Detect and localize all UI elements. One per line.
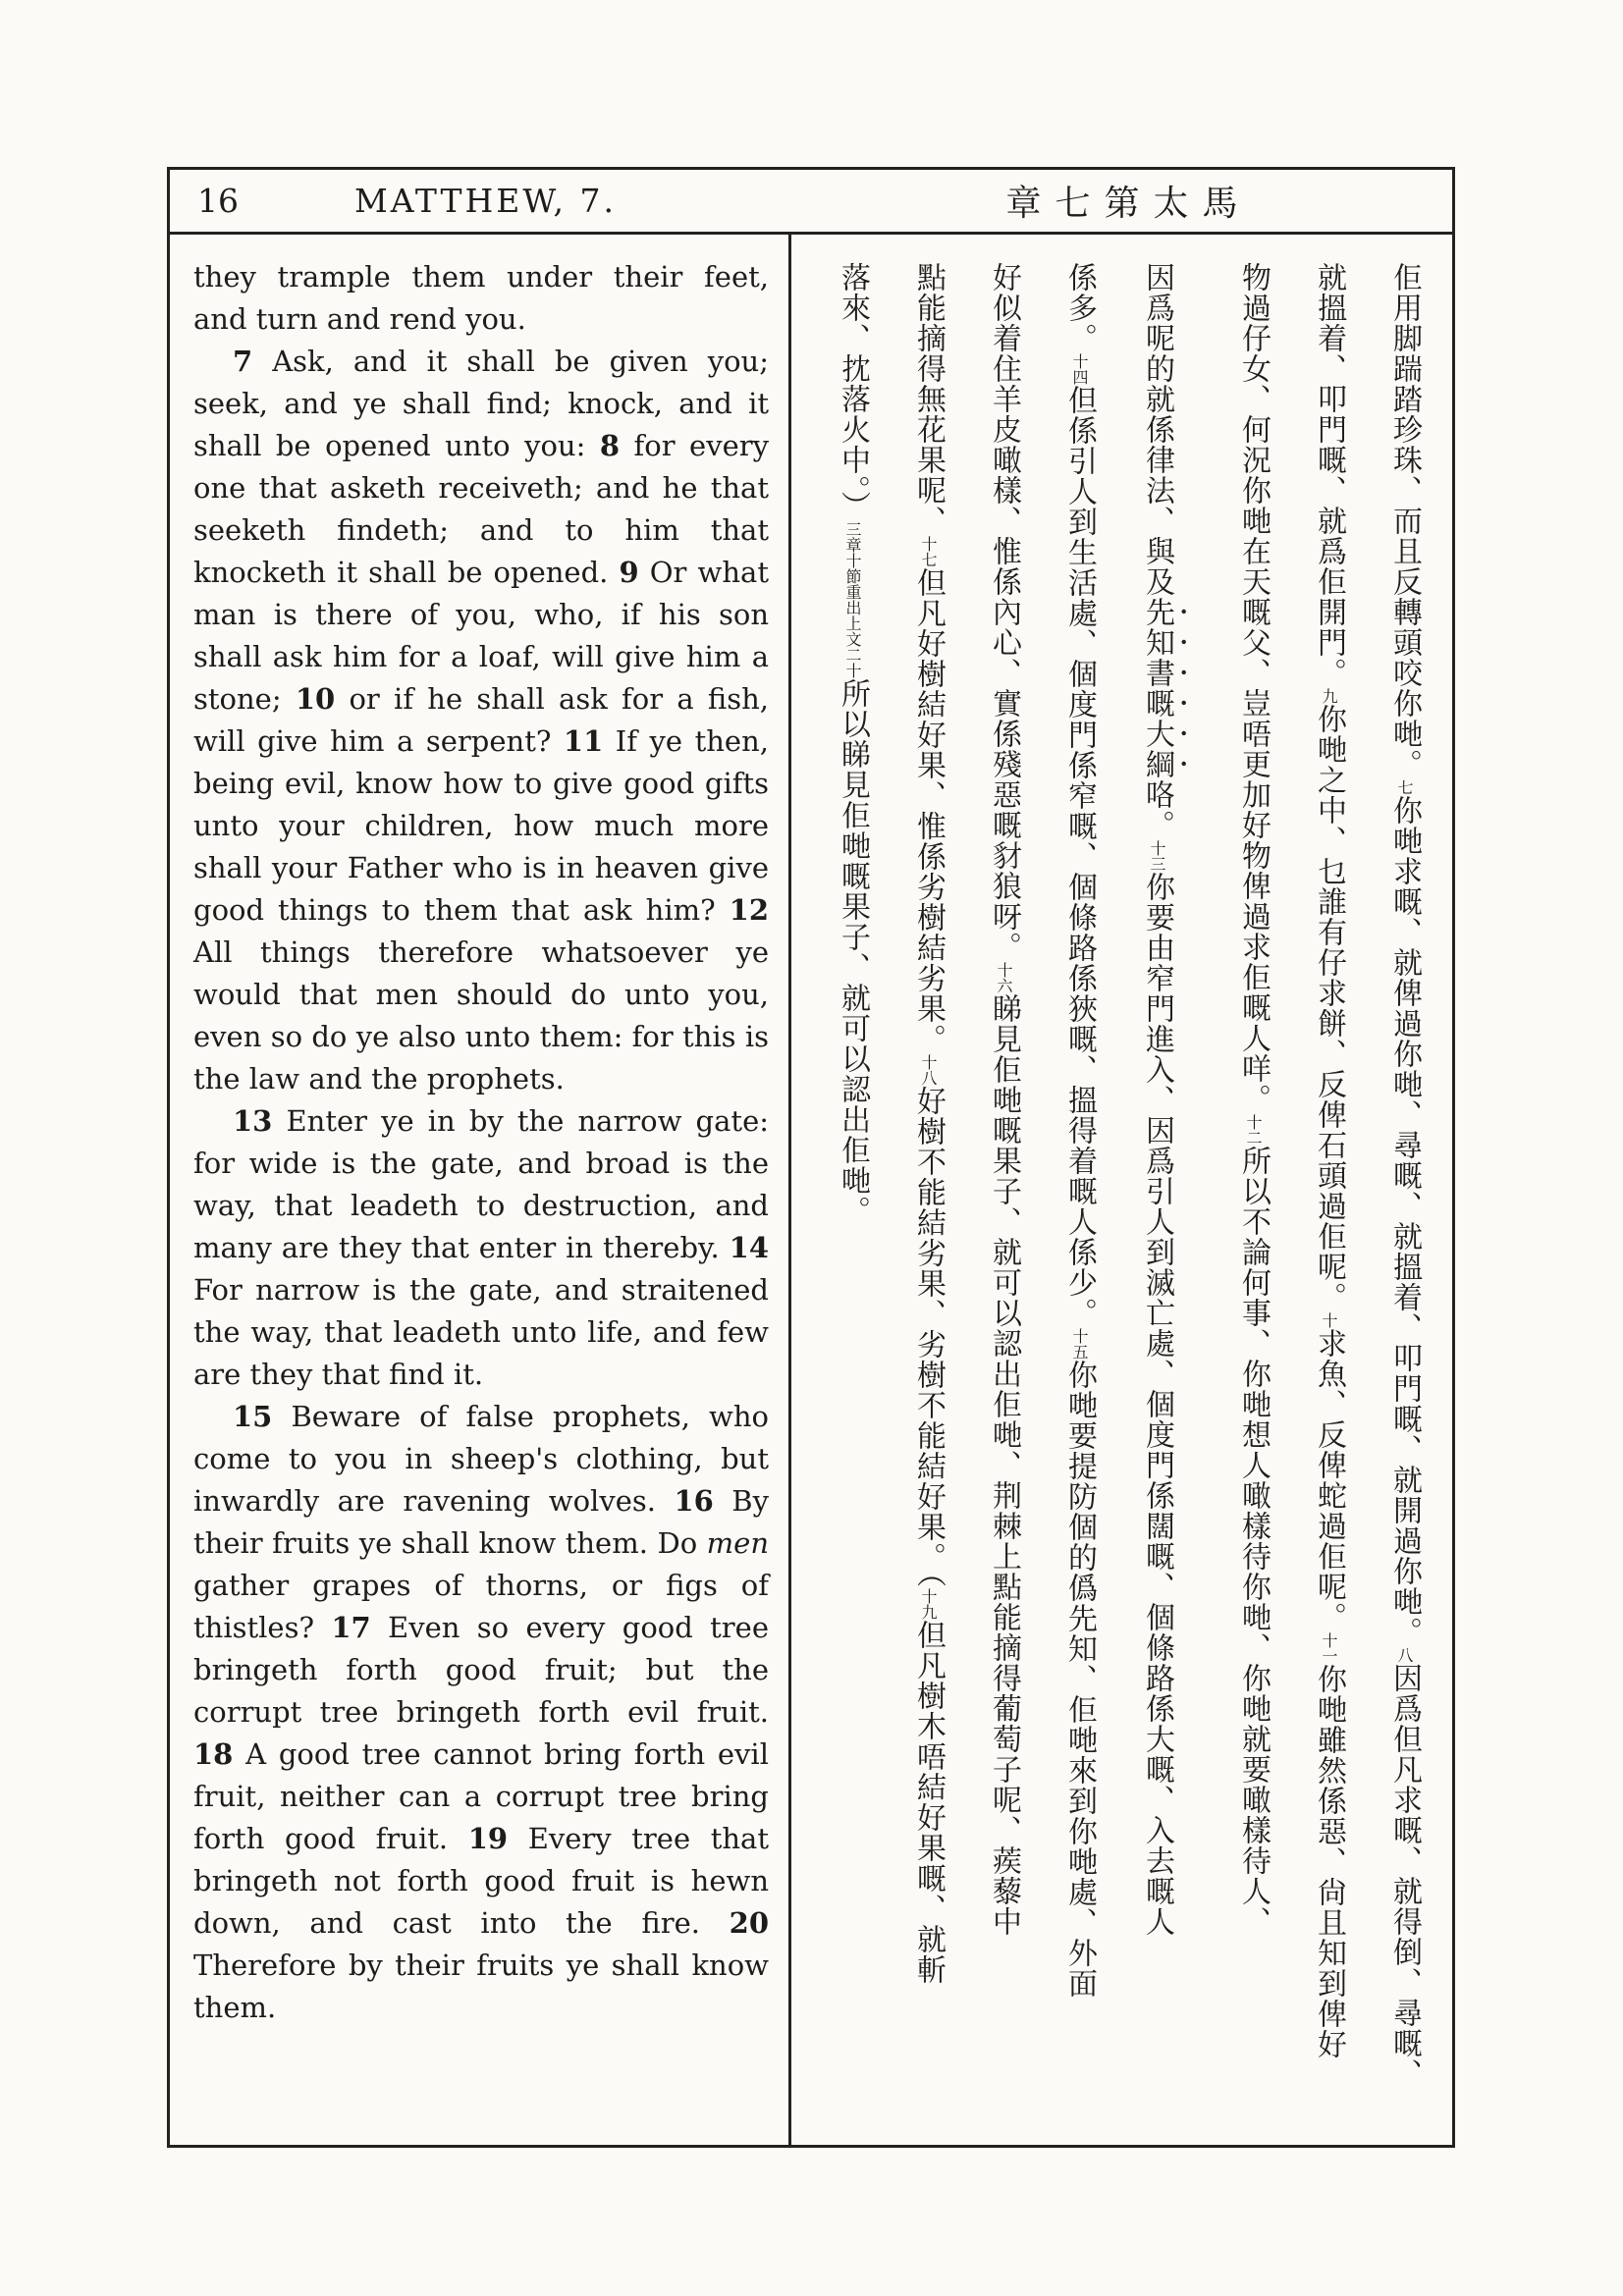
chinese-text: 落來、抌落火中。） (836, 262, 870, 521)
verse-number: 11 (563, 724, 604, 758)
chinese-column (836, 262, 870, 2122)
verse-number: 10 (295, 682, 336, 716)
chinese-text: 好樹不能結劣果、劣樹不能結好果。 (911, 1086, 946, 1573)
chinese-text: 你要由窄門進入、因爲引人到滅亡處、個度門係闊嘅、個條路係大嘅、入去嘅人 (1140, 872, 1174, 1937)
verse-number: 16 (674, 1484, 714, 1518)
chinese-column (1062, 262, 1097, 2122)
verse-number: 8 (599, 429, 621, 462)
chinese-text: 佢用脚踹踏珍珠、而且反轉頭咬你哋。 (1387, 262, 1422, 779)
inline-cross-reference-note: 三章十節重出上文 (843, 521, 862, 647)
english-paragraph: 13 Enter ye in by the narrow gate: for wide is the gate, and broad is the way, that leadeth to destruction, and many are they that enter in thereby. 14 For narrow is the gate, and straitened the way, that leadeth unto life, and few are they that find it. (193, 1104, 769, 1391)
chinese-text: 你哋雖然係惡、尙且知到俾好 (1312, 1664, 1346, 2059)
verse-number-marker: 十八 (919, 1054, 938, 1086)
verse-number-marker: 十九 (919, 1588, 938, 1620)
verse-number-marker: 十四 (1070, 353, 1089, 385)
verse-number: 7 (233, 345, 253, 378)
chinese-text: （ (911, 1573, 946, 1588)
chinese-text: 睇見佢哋嘅果子、就可以認出佢哋、荆棘上點能摘得葡萄子呢、蒺藜中 (987, 993, 1021, 1937)
chinese-text: 因爲呢的就係律法、與及 (1140, 262, 1174, 597)
verse-number: 14 (729, 1231, 769, 1264)
verse-number: 17 (331, 1611, 371, 1644)
verse-number: 9 (619, 556, 639, 589)
page-number: 16 (197, 182, 239, 220)
verse-number: 13 (233, 1104, 273, 1138)
chinese-column (1312, 262, 1346, 2122)
header-left (170, 182, 791, 220)
chinese-text: 你哋要提防個的僞先知、佢哋來到你哋處、外面 (1062, 1360, 1097, 1999)
english-paragraph: they trample them under their feet, and turn and rend you. (193, 260, 769, 336)
header-title-english: MATTHEW, 7. (354, 182, 617, 220)
chinese-column (1140, 262, 1192, 2122)
italic-text: men (706, 1526, 769, 1560)
verse-number: 20 (729, 1906, 769, 1940)
chinese-text: 所以睇見佢哋嘅果子、就可以認出佢哋。 (836, 678, 870, 1226)
verse-number-marker: 九 (1320, 688, 1338, 704)
header-title-chinese: 章七第太馬 (1005, 184, 1252, 224)
chinese-text: 但凡樹木唔結好果嘅、就斬 (911, 1620, 946, 1985)
chinese-column (1236, 262, 1271, 2122)
verse-number: 12 (729, 893, 769, 927)
emphasized-text: 先知書嘅大綱 (1140, 597, 1174, 779)
chinese-text: 因爲但凡求嘅、就得倒、尋嘅、 (1387, 1663, 1422, 2089)
chinese-text: 所以不論何事、你哋想人噉樣待你哋、你哋就要噉樣待人、 (1236, 1146, 1271, 1937)
chinese-text: 求魚、反俾蛇過佢呢。 (1312, 1328, 1346, 1632)
verse-number: 15 (233, 1400, 273, 1433)
chinese-text: 點能摘得無花果呢、 (911, 262, 946, 536)
verse-number-marker: 八 (1395, 1647, 1414, 1663)
chinese-column (1387, 262, 1422, 2122)
chinese-text: 就搵着、叩門嘅、就爲佢開門。 (1312, 262, 1346, 688)
verse-number-marker: 十二 (1244, 1114, 1263, 1146)
verse-number-marker: 二十 (843, 647, 862, 678)
chinese-text: 你哋之中、乜誰有仔求餅、反俾石頭過佢呢。 (1312, 704, 1346, 1312)
page-frame (167, 167, 1455, 2148)
chinese-text: 但凡好樹結好果、惟係劣樹結劣果。 (911, 567, 946, 1054)
verse-number-marker: 十七 (919, 536, 938, 567)
verse-number-marker: 十三 (1148, 840, 1166, 872)
verse-number: 19 (467, 1822, 509, 1855)
english-text-column (170, 235, 788, 2148)
chinese-text: 好似着住羊皮噉樣、惟係內心、實係殘惡嘅豺狼呀。 (987, 262, 1021, 962)
verse-number: 18 (193, 1737, 234, 1771)
english-paragraph: 15 Beware of false prophets, who come to you in sheep's clothing, but inwardly are ravening wolves. 16 By their fruits ye shall know them. Do men gather grapes of thorns, or figs of thistles? 17 Even so every good tree bringeth forth good fruit; but the corrupt tree bringeth forth evil fruit. 18 A good tree cannot bring forth evil fruit, neither can a corrupt tree bring forth good fruit. 19 Every tree that bringeth not forth good fruit is hewn down, and cast into the fire. 20 Therefore by their fruits ye shall know them. (193, 1400, 770, 2024)
chinese-text: 但係引人到生活處、個度門係窄嘅、個條路係狹嘅、搵得着嘅人係少。 (1062, 385, 1097, 1328)
chinese-text: 物過仔女、何況你哋在天嘅父、豈唔更加好物俾過求佢嘅人咩。 (1236, 262, 1271, 1114)
chinese-column (987, 262, 1021, 2122)
chinese-column (911, 262, 946, 2122)
verse-number-marker: 十五 (1070, 1328, 1089, 1360)
page-content (170, 235, 1452, 2148)
english-paragraph: 7 Ask, and it shall be given you; seek, and ye shall find; knock, and it shall be opened unto you: 8 for every one that asketh receiveth; and he that seeketh findeth; and to him that knocketh it shall be opened. 9 Or what man is there of you, who, if his son shall ask him for a loaf, will give him a stone; 10 or if he shall ask for a fish, will give him a serpent? 11 If ye then, being evil, know how to give good gifts unto your children, how much more shall your Father who is in heaven give good things to them that ask him? 12 All things therefore whatsoever ye would that men should do unto you, even so do ye also unto them: for this is the law and the prophets. (193, 345, 769, 1095)
verse-number-marker: 十一 (1320, 1632, 1338, 1664)
chinese-text: 你哋求嘅、就俾過你哋、尋嘅、就搵着、叩門嘅、就開過你哋。 (1387, 795, 1422, 1647)
verse-number-marker: 七 (1395, 779, 1414, 795)
chinese-text-column (791, 235, 1452, 2148)
header-right (791, 176, 1452, 226)
page-header (170, 170, 1452, 235)
verse-number-marker: 十六 (995, 962, 1013, 993)
chinese-text: 係多。 (1062, 262, 1097, 353)
chinese-text: 咯。 (1140, 779, 1174, 840)
verse-number-marker: 十 (1320, 1312, 1338, 1328)
